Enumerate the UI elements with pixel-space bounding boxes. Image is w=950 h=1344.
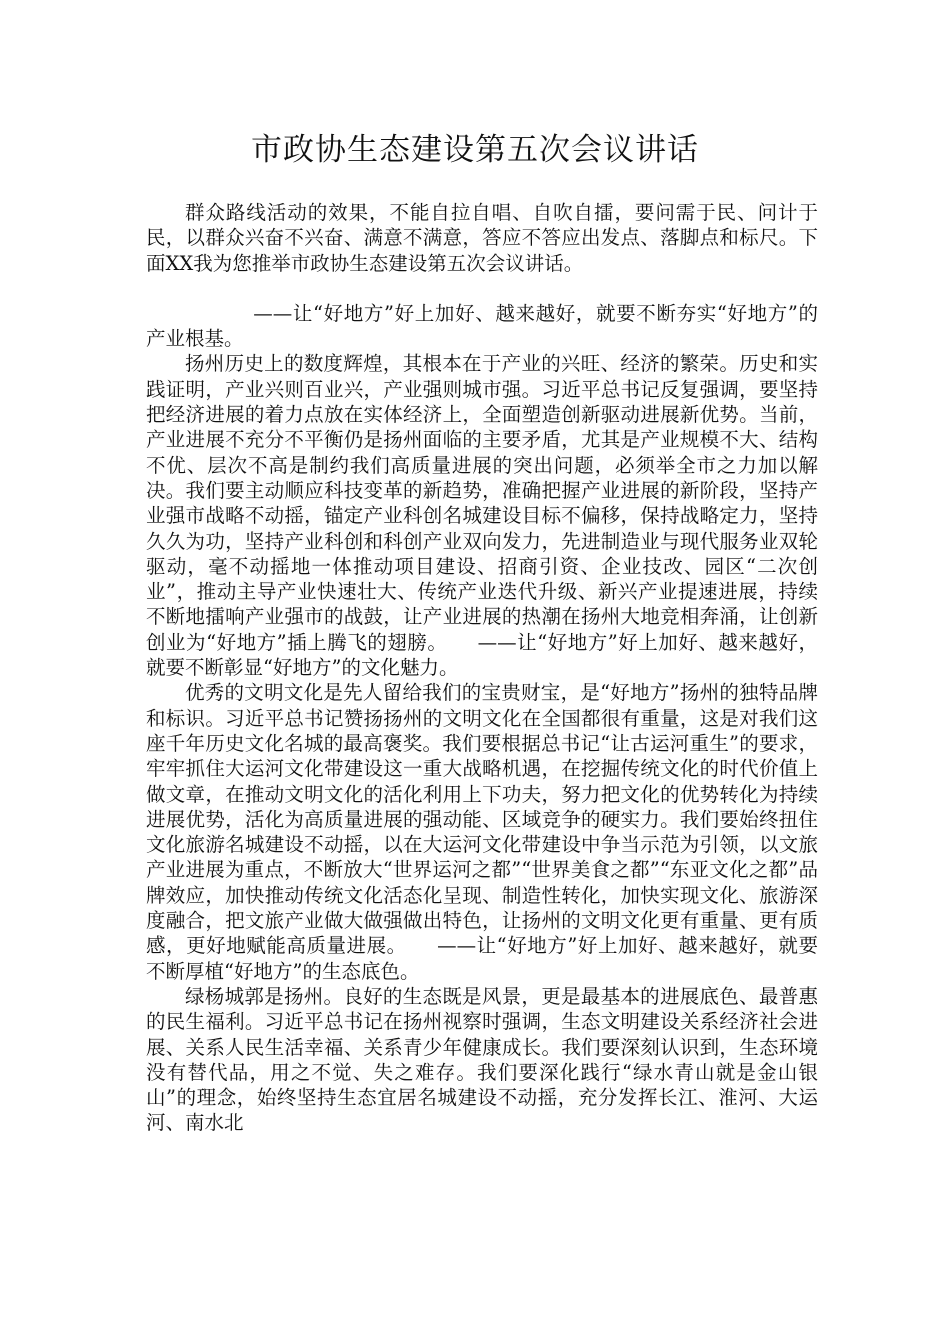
section-heading-industry: ——让“好地方”好上加好、越来越好，就要不断夯实“好地方”的产业根基。 (146, 301, 818, 351)
culture-paragraph: 优秀的文明文化是先人留给我们的宝贵财宝，是“好地方”扬州的独特品牌和标识。习近平总书记赞扬扬州的文明文化在全国都很有重量，这是对我们这座千年历史文化名城的最高褒奖。我们要根据总书记“让古运河重生”的要求，牢牢抓住大运河文化带建设这一重大战略机遇，在挖掘传统文化的时代价值上做文章，在推动文明文化的活化利用上下功夫，努力把文化的优势转化为持续进展优势，活化为高质量进展的强动能、区域竞争的硬实力。我们要始终扭住文化旅游名城建设不动摇，以在大运河文化带建设中争当示范为引领，以文旅产业进展为重点，不断放大“世界运河之都”“世界美食之都”“东亚文化之都”品牌效应，加快推动传统文化活态化呈现、制造性转化，加快实现文化、旅游深度融合，把文旅产业做大做强做出特色，让扬州的文明文化更有重量、更有质感，更好地赋能高质量进展。 ——让“好地方”好上加好、越来越好，就要不断厚植“好地方”的生态底色。 (146, 681, 818, 983)
document-title: 市政协生态建设第五次会议讲话 (251, 132, 699, 168)
intro-paragraph: 群众路线活动的效果，不能自拉自唱、自吹自擂，要问需于民、问计于民，以群众兴奋不兴奋、满意不满意，答应不答应出发点、落脚点和标尺。下面XX我为您推举市政协生态建设第五次会议讲话。 (146, 201, 818, 275)
document-body (146, 200, 818, 1136)
ecology-paragraph: 绿杨城郭是扬州。良好的生态既是风景，更是最基本的进展底色、最普惠的民生福利。习近平总书记在扬州视察时强调，生态文明建设关系经济社会进展、关系人民生活幸福、关系青少年健康成长。我们要深刻认识到，生态环境没有替代品，用之不觉、失之难存。我们要深化践行“绿水青山就是金山银山”的理念，始终坚持生态宜居名城建设不动摇，充分发挥长江、淮河、大运河、南水北 (146, 984, 818, 1135)
paragraph-spacer (146, 276, 818, 301)
industry-paragraph: 扬州历史上的数度辉煌，其根本在于产业的兴旺、经济的繁荣。历史和实践证明，产业兴则百业兴，产业强则城市强。习近平总书记反复强调，要坚持把经济进展的着力点放在实体经济上，全面塑造创新驱动进展新优势。当前，产业进展不充分不平衡仍是扬州面临的主要矛盾，尤其是产业规模不大、结构不优、层次不高是制约我们高质量进展的突出问题，必须举全市之力加以解决。我们要主动顺应科技变革的新趋势，准确把握产业进展的新阶段，坚持产业强市战略不动摇，锚定产业科创名城建设目标不偏移，保持战略定力，坚持久久为功，坚持产业科创和科创产业双向发力，先进制造业与现代服务业双轮驱动，毫不动摇地一体推动项目建设、招商引资、企业技改、园区“二次创业”，推动主导产业快速壮大、传统产业迭代升级、新兴产业提速进展，持续不断地擂响产业强市的战鼓，让产业进展的热潮在扬州大地竞相奔涌，让创新创业为“好地方”插上腾飞的翅膀。 ——让“好地方”好上加好、越来越好，就要不断彰显“好地方”的文化魅力。 (146, 352, 818, 680)
